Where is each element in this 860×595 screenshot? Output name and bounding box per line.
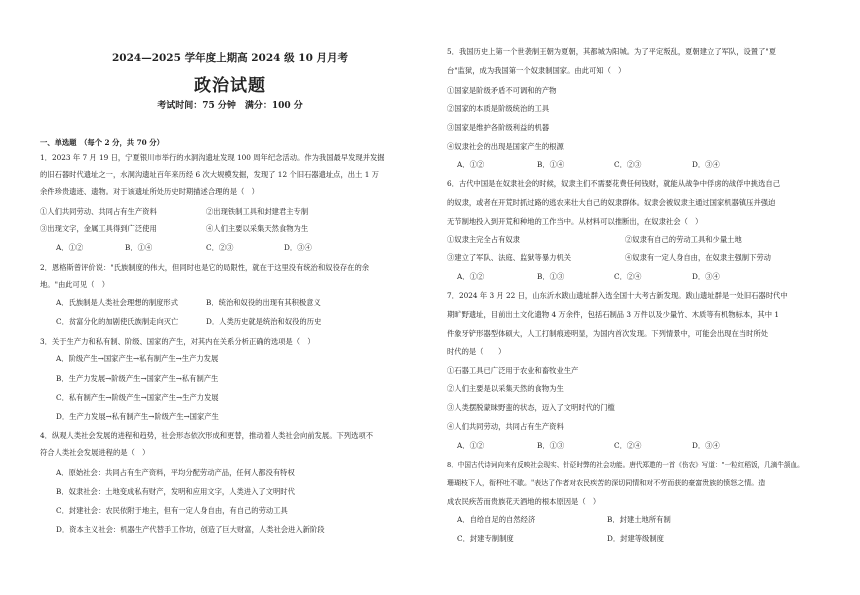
q3-choice-c[interactable]: C．私有制产生→阶级产生→国家产生→生产力发展	[56, 393, 219, 402]
q1-choice-d[interactable]: D．③④	[284, 243, 312, 252]
q4-choice-a[interactable]: A．原始社会：共同占有生产资料，平均分配劳动产品，任何人都没有特权	[56, 468, 295, 477]
q6-statement-1: ①奴隶主完全占有奴隶	[447, 235, 520, 244]
q1-choice-a[interactable]: A．①②	[56, 243, 84, 252]
q2-line-2: 地。"由此可见（ ）	[40, 280, 110, 289]
q1-statement-2: ②出现铁制工具和封建君主专制	[206, 207, 309, 216]
q6-line-1: 6．古代中国是在奴隶社会的时候，奴隶主们不需要花费任何钱财，就能从战争中俘虏的战俘中挑选自己	[447, 179, 780, 188]
q1-statement-3: ③出现文字，金属工具得到广泛使用	[40, 224, 157, 233]
q1-line-2: 的旧石器时代遗址之一，水洞沟遗址百年来历经 6 次大规模发掘，发现了 12 个旧石器遗址点，出土 1 万	[40, 170, 379, 179]
q3-choice-d[interactable]: D．生产力发展→私有制产生→阶级产生→国家产生	[56, 412, 219, 421]
q7-line-2: 期旷野遗址，目前出土文化遗物 4 万余件，包括石制品 3 万件以及少量竹、木质等有机物标本，其中 1	[447, 310, 779, 319]
q7-choice-c[interactable]: C．②④	[614, 441, 642, 450]
q8-choice-b[interactable]: B．封建土地所有制	[607, 515, 671, 524]
q5-choice-a[interactable]: A．①②	[457, 160, 485, 169]
q6-line-2: 的奴隶，或者在开荒时抓过路的逃农来壮大自己的奴隶群体。奴隶会被奴隶主通过国家机器镇压并强迫	[447, 198, 776, 207]
section-heading: 一、单选题 （每个 2 分，共 70 分）	[40, 138, 164, 147]
q1-line-3: 余件珍贵遗迹、遗物。对于该遗址所处历史时期描述合理的是（ ）	[40, 187, 259, 196]
q1-statement-1: ①人们共同劳动、共同占有生产资料	[40, 207, 157, 216]
q7-choice-a[interactable]: A．①②	[457, 441, 485, 450]
q5-statement-3: ③国家是维护各阶级利益的机器	[447, 123, 550, 132]
q5-statement-2: ②国家的本质是阶级统治的工具	[447, 104, 550, 113]
q8-choice-c[interactable]: C．封建专制制度	[457, 534, 514, 543]
q4-choice-b[interactable]: B．奴隶社会：土地变成私有财产，发明和应用文字，人类进入了文明时代	[56, 487, 295, 496]
q7-statement-1: ①石器工具已广泛用于农业和畜牧业生产	[447, 366, 579, 375]
q7-statement-4: ④人们共同劳动，共同占有生产资料	[447, 422, 564, 431]
q5-choice-b[interactable]: B．①④	[537, 160, 565, 169]
q8-choice-a[interactable]: A．自给自足的自然经济	[457, 515, 536, 524]
q6-statement-3: ③建立了军队、法庭、监狱等暴力机关	[447, 253, 572, 262]
q6-choice-d[interactable]: D．③④	[692, 272, 720, 281]
q6-statement-4: ④奴隶有一定人身自由，在奴隶主强制下劳动	[625, 253, 771, 262]
q6-statement-2: ②奴隶有自己的劳动工具和少量土地	[625, 235, 742, 244]
q5-statement-4: ④奴隶社会的出现是国家产生的根源	[447, 142, 564, 151]
q4-line-2: 符合人类社会发展进程的是（ ）	[40, 448, 150, 457]
q1-choice-b[interactable]: B．①④	[125, 243, 153, 252]
q6-choice-b[interactable]: B．①③	[537, 272, 565, 281]
q4-choice-c[interactable]: C．封建社会：农民依附于地主，但有一定人身自由，有自己的劳动工具	[56, 506, 288, 515]
q3-choice-a[interactable]: A．阶级产生→国家产生→私有制产生→生产力发展	[56, 354, 219, 363]
q4-choice-d[interactable]: D．资本主义社会：机器生产代替手工作坊，创造了巨大财富，人类社会进入新阶段	[56, 525, 325, 534]
q8-line-3: 成农民疾苦而贵族花天酒地的根本原因是（ ）	[447, 497, 601, 506]
q7-statement-3: ③人类摆脱蒙昧野蛮的状态，迈入了文明时代的门槛	[447, 403, 615, 412]
q6-choice-c[interactable]: C．②④	[614, 272, 642, 281]
exam-title: 2024—2025 学年度上期高 2024 级 10 月月考	[111, 52, 349, 64]
q5-statement-1: ①国家是阶级矛盾不可调和的产物	[447, 86, 557, 95]
q5-line-2: 台"监狱，成为我国第一个奴隶制国家。由此可知（ ）	[447, 66, 626, 75]
q5-choice-c[interactable]: C．②③	[614, 160, 642, 169]
q1-statement-4: ④人们主要以采集天然食物为生	[206, 224, 309, 233]
subject-title: 政治试题	[194, 76, 266, 96]
q5-choice-d[interactable]: D．③④	[692, 160, 720, 169]
q8-line-2: 珊瑚枝下人，衔杯吐不歇。"表达了作者对农民疾苦的深切同情和对不劳而获的豪富贵族的愤怒之情。造	[447, 479, 766, 487]
exam-info: 考试时间：75 分钟 满分：100 分	[157, 101, 303, 111]
q7-line-4: 时代的是（ ）	[447, 347, 506, 356]
q8-line-1: 8．中国古代诗词向来有反映社会现实、针砭时弊的社会功能。唐代郑遨的一首《伤农》写道："一粒红稻饭，几滴牛颔血。	[447, 461, 804, 469]
q3-choice-b[interactable]: B．生产力发展→阶级产生→国家产生→私有制产生	[56, 374, 219, 383]
q7-line-3: 件象牙铲形器型体硕大，人工打制痕迹明显，为国内首次发现。下列情景中，可能会出现在当时所处	[447, 329, 769, 338]
q1-line-1: 1．2023 年 7 月 19 日，宁夏银川市举行的水洞沟遗址发现 100 周年纪念活动。作为我国最早发现并发掘	[40, 153, 385, 162]
q2-choice-d[interactable]: D．人类历史就是统治和奴役的历史	[206, 317, 322, 326]
q2-choice-b[interactable]: B．统治和奴役的出现有其积极意义	[206, 298, 321, 307]
q6-choice-a[interactable]: A．①②	[457, 272, 485, 281]
q7-choice-d[interactable]: D．③④	[692, 441, 720, 450]
q2-line-1: 2．恩格斯曾评价说："氏族制度的伟大，但同时也是它的局限性，就在于这里没有统治和奴役存在的余	[40, 263, 370, 272]
q7-line-1: 7．2024 年 3 月 22 日，山东沂水跋山遗址群入选全国十大考古新发现。跋山遗址群是一处旧石器时代中	[447, 291, 788, 300]
q2-choice-a[interactable]: A．氏族制是人类社会理想的制度形式	[56, 298, 179, 307]
q8-choice-d[interactable]: D．封建等级制度	[607, 534, 664, 543]
q5-line-1: 5．我国历史上第一个世袭制王朝为夏朝，其都城为阳城。为了平定叛乱，夏朝建立了军队，设置了"夏	[447, 47, 777, 56]
q2-choice-c[interactable]: C．贫富分化的加剧使氏族制走向灭亡	[56, 317, 179, 326]
q4-line-1: 4．纵观人类社会发展的进程和趋势，社会形态依次形成和更替，推动着人类社会向前发展。下列选项不	[40, 431, 373, 440]
q3-line-1: 3．关于生产力和私有制、阶级、国家的产生，对其内在关系分析正确的选项是（ ）	[40, 337, 315, 346]
q1-choice-c[interactable]: C．②③	[206, 243, 234, 252]
q7-choice-b[interactable]: B．①③	[537, 441, 565, 450]
q6-line-3: 无节制地投入到开荒和种地的工作当中。从材料可以推断出，在奴隶社会（ ）	[447, 217, 703, 226]
q7-statement-2: ②人们主要是以采集天然的食物为生	[447, 384, 564, 393]
